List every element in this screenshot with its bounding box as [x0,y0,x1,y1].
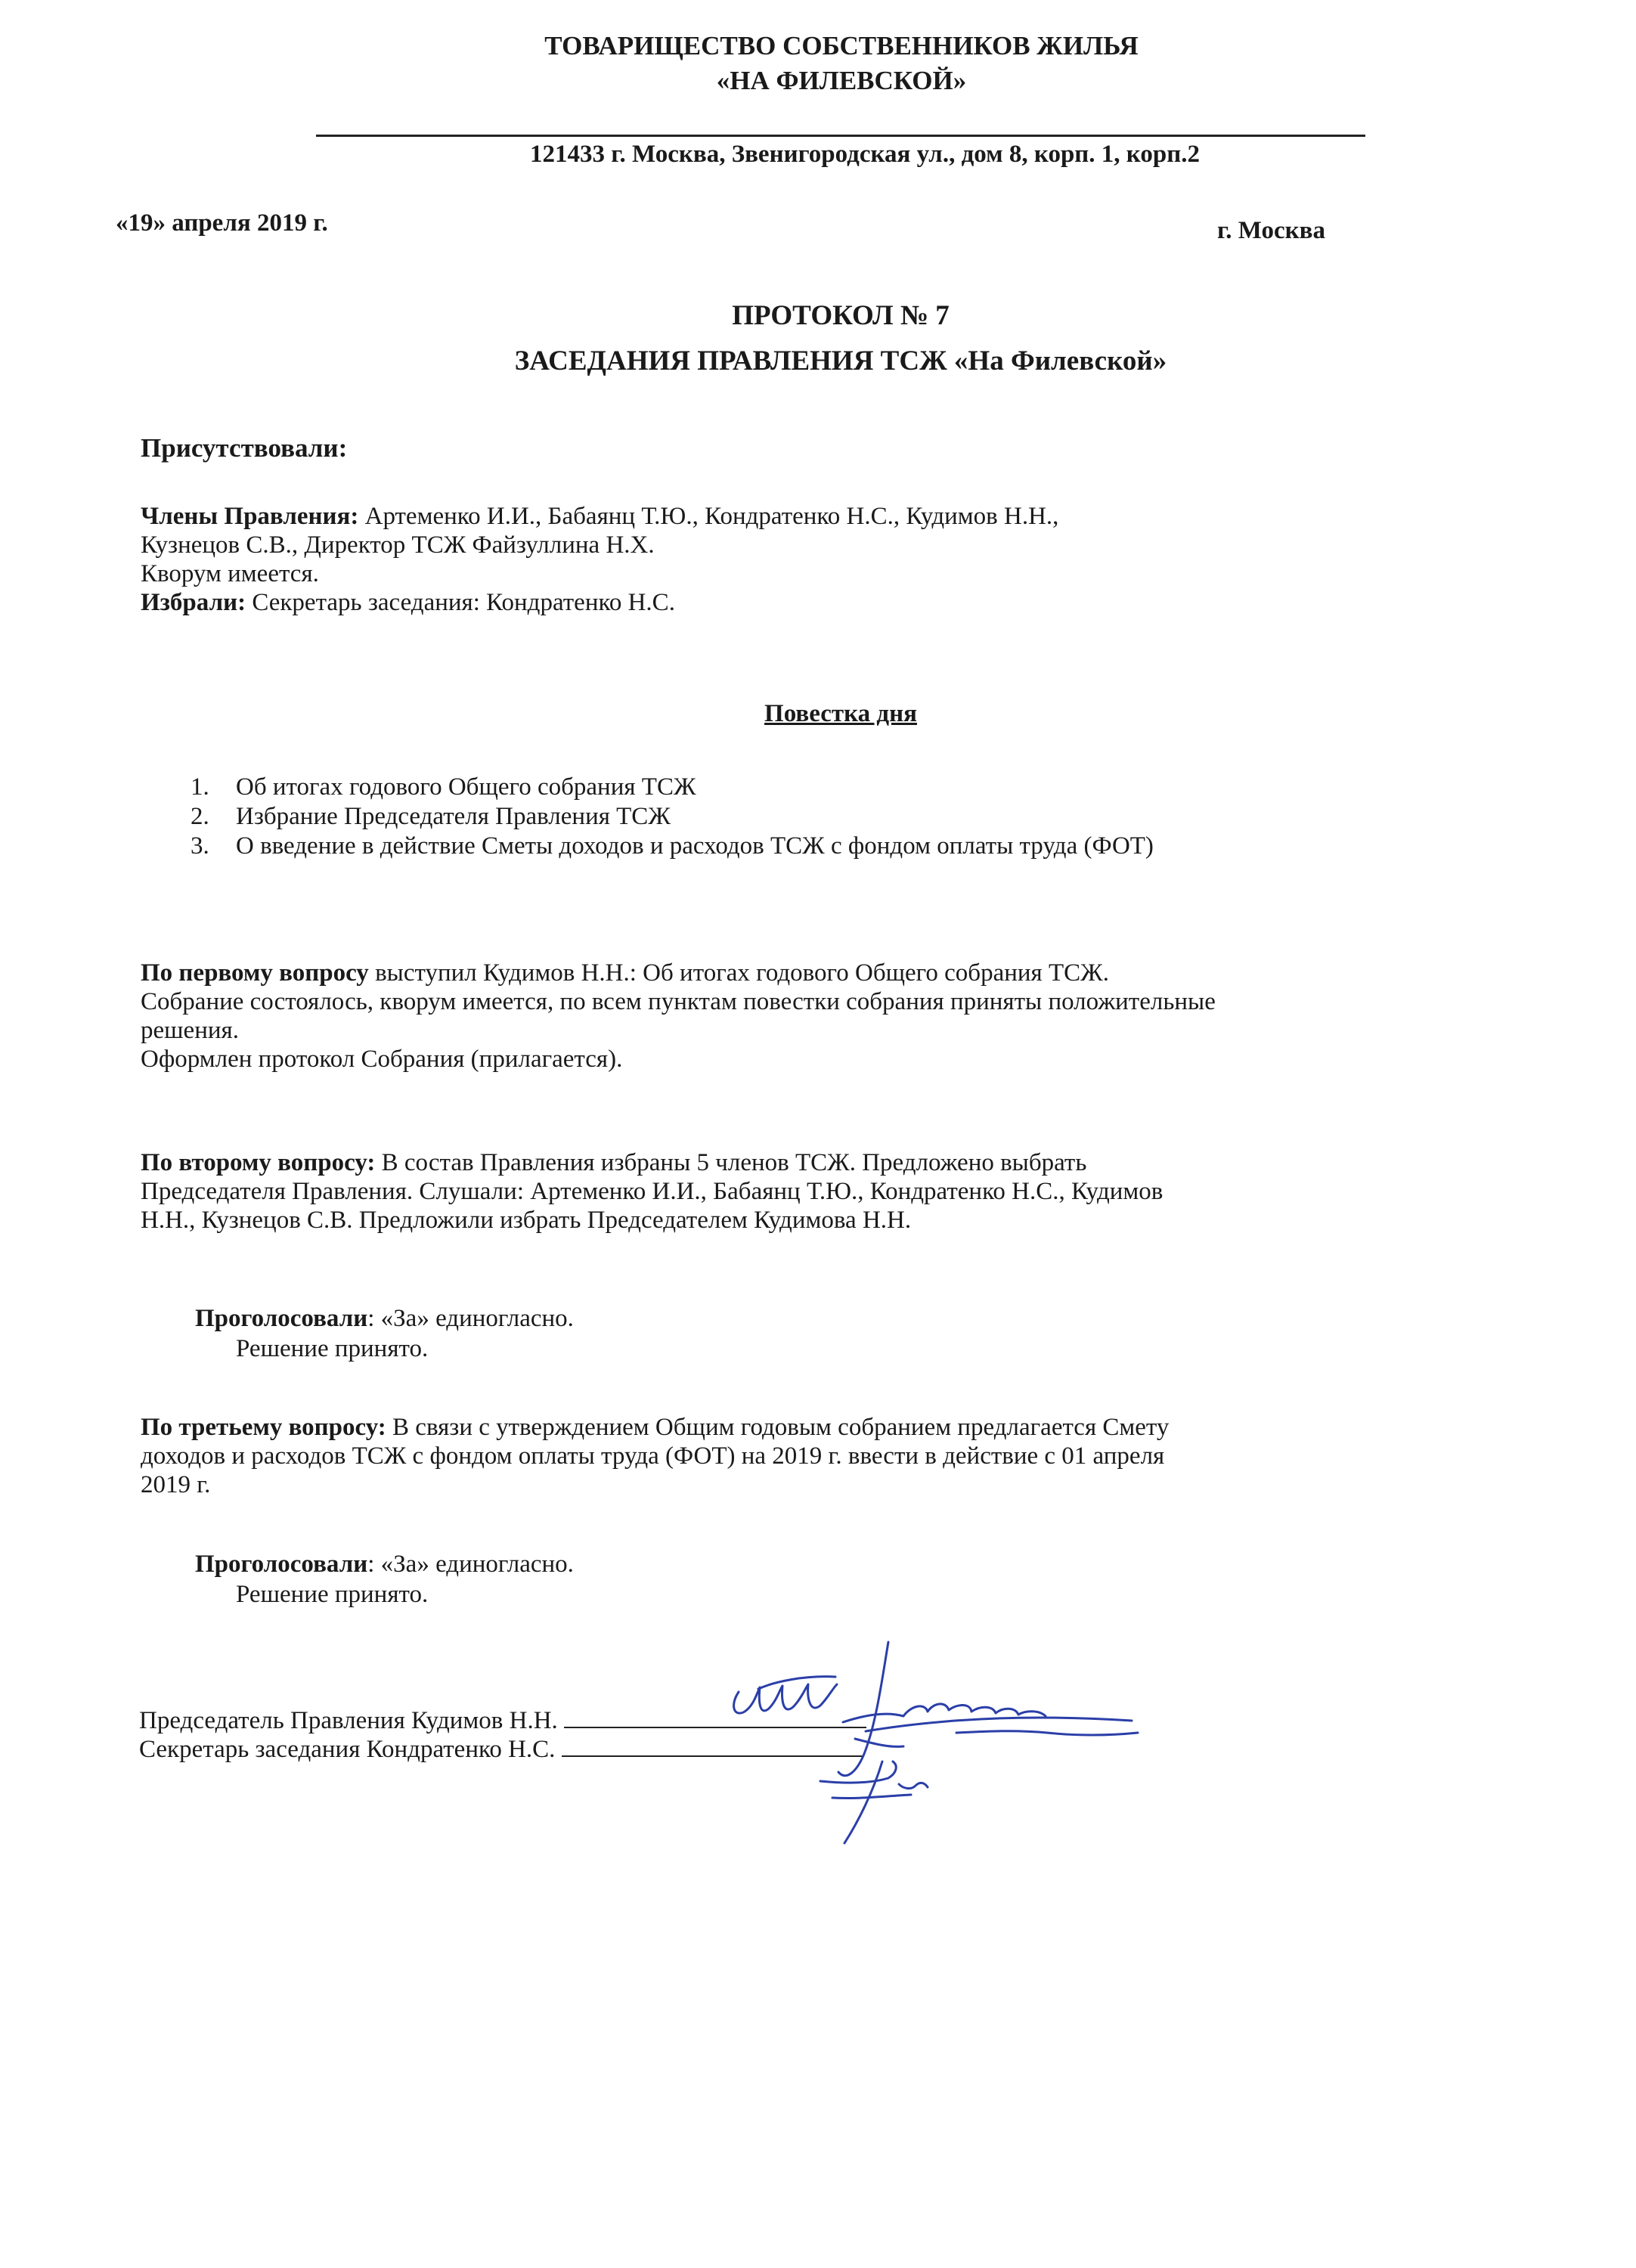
org-name-line2: «НА ФИЛЕВСКОЙ» [716,66,967,95]
question2-line1 [141,1148,1547,1177]
vote1-result: Решение принято. [236,1335,429,1362]
vote1-text: : «За» единогласно. [367,1305,574,1332]
vote2-section [195,1549,574,1610]
question1-text4: Оформлен протокол Собрания (прилагается). [141,1046,623,1073]
question1-section [141,959,1547,1074]
question2-section [141,1148,1547,1235]
handwritten-signature [684,1633,1229,1867]
question3-text2: доходов и расходов ТСЖ с фондом оплаты труда (ФОТ) на 2019 г. ввести в действие с 01 апреля [141,1442,1165,1470]
question3-text3: 2019 г. [141,1471,211,1498]
question3-line1 [141,1413,1547,1442]
agenda-item-text: О введение в действие Сметы доходов и расходов ТСЖ с фондом оплаты труда (ФОТ) [236,832,1154,860]
quorum-text: Кворум имеется. [141,560,319,587]
secretary-name: Секретарь заседания Кондратенко Н.С. [139,1736,556,1763]
title-line2: ЗАСЕДАНИЯ ПРАВЛЕНИЯ ТСЖ «На Филевской» [514,345,1167,376]
agenda-heading: Повестка дня [764,700,917,727]
agenda-item [191,802,1154,832]
agenda-item-number: 1. [191,773,209,801]
question1-text2: Собрание состоялось, кворум имеется, по всем пунктам повестки собрания приняты положительные [141,988,1216,1015]
agenda-item [191,773,1154,802]
attendance-heading: Присутствовали: [141,433,348,463]
elected-label: Избрали: [141,589,246,616]
question3-text1: В связи с утверждением Общим годовым собранием предлагается Смету [386,1414,1170,1441]
question3-label: По третьему вопросу: [141,1414,386,1441]
members-list-2: Кузнецов С.В., Директор ТСЖ Файзуллина Н.Х. [141,531,655,559]
question1-text3: решения. [141,1017,239,1044]
vote1-line [195,1305,574,1332]
vote2-text: : «За» единогласно. [367,1551,574,1578]
org-name-line1: ТОВАРИЩЕСТВО СОБСТВЕННИКОВ ЖИЛЬЯ [544,31,1139,60]
vote1-section [195,1303,574,1364]
vote2-line [195,1551,574,1578]
members-list-1: Артеменко И.И., Бабаянц Т.Ю., Кондратенко Н.С., Кудимов Н.Н., [358,503,1059,530]
question1-label: По первому вопросу [141,959,369,987]
header-divider [316,135,1365,137]
question1-line1 [141,959,1547,987]
vote1-label: Проголосовали [195,1305,368,1332]
question2-label: По второму вопросу: [141,1149,376,1176]
question3-section [141,1413,1547,1499]
question1-text1: выступил Кудимов Н.Н.: Об итогах годового Общего собрания ТСЖ. [368,959,1109,987]
agenda-item-text: Избрание Председателя Правления ТСЖ [236,803,671,830]
document-city: г. Москва [1217,217,1325,244]
document-date: «19» апреля 2019 г. [116,209,328,237]
document-title [23,293,1636,384]
org-address: 121433 г. Москва, Звенигородская ул., дом 8, корп. 1, корп.2 [529,141,1201,168]
vote2-label: Проголосовали [195,1551,368,1578]
question2-text1: В состав Правления избраны 5 членов ТСЖ. Предложено выбрать [375,1149,1087,1176]
members-line1 [141,502,1547,531]
agenda-item-number: 3. [191,832,209,860]
elected-line [141,588,1547,617]
agenda-list [191,773,1154,861]
members-label: Члены Правления: [141,503,359,530]
elected-text: Секретарь заседания: Кондратенко Н.С. [246,589,675,616]
attendance-block [141,502,1547,617]
agenda-item-number: 2. [191,803,209,830]
chair-name: Председатель Правления Кудимов Н.Н. [139,1707,558,1734]
agenda-item-text: Об итогах годового Общего собрания ТСЖ [236,773,696,801]
question2-text3: Н.Н., Кузнецов С.В. Предложили избрать Председателем Кудимова Н.Н. [141,1207,912,1234]
org-header [0,29,1636,98]
title-line1: ПРОТОКОЛ № 7 [732,300,950,331]
question2-text2: Председателя Правления. Слушали: Артеменко И.И., Бабаянц Т.Ю., Кондратенко Н.С., Кудимов [141,1178,1163,1205]
vote2-result: Решение принято. [236,1581,429,1608]
agenda-item [191,832,1154,861]
